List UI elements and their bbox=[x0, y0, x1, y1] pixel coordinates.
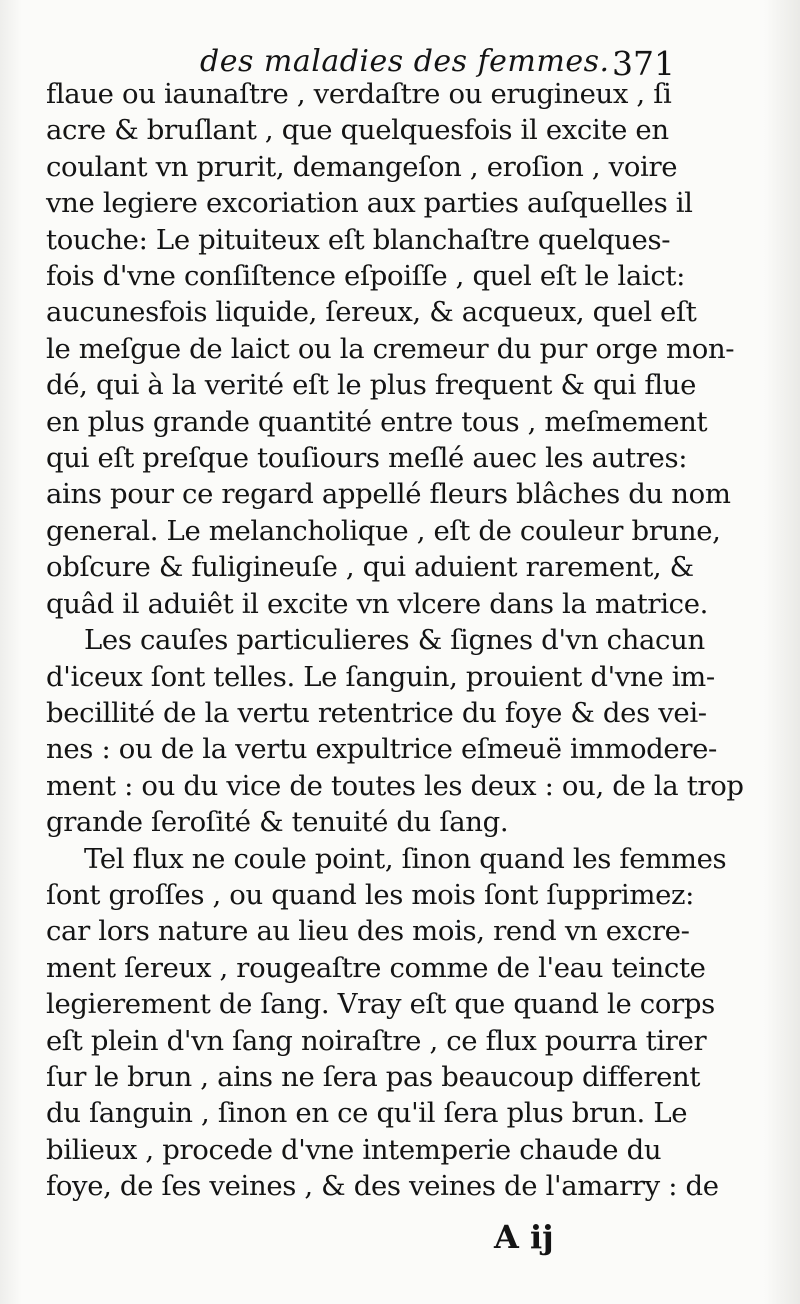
text-line: fois d'vne conſiſtence eſpoiſſe , quel eſt le laict: bbox=[46, 260, 686, 293]
text-line: eſt plein d'vn ſang noiraſtre , ce flux pourra tirer bbox=[46, 1024, 707, 1057]
text-line: foye, de ſes veines , & des veines de l'amarry : de bbox=[46, 1170, 719, 1203]
text-line: qui eſt preſque touſiours meſlé auec les autres: bbox=[46, 442, 688, 475]
text-line: en plus grande quantité entre tous , meſmement bbox=[46, 405, 708, 438]
text-line: grande ſeroſité & tenuité du ſang. bbox=[46, 806, 509, 839]
page-shadow-right bbox=[764, 0, 800, 1304]
running-title: des maladies des femmes. bbox=[200, 44, 610, 79]
text-line: ſur le brun , ains ne ſera pas beaucoup different bbox=[46, 1060, 701, 1093]
text-line: car lors nature au lieu des mois, rend vn excre- bbox=[46, 915, 690, 948]
text-line: ains pour ce regard appellé fleurs blâches du nom bbox=[46, 478, 731, 511]
text-line: ſont groſſes , ou quand les mois ſont ſupprimez: bbox=[46, 878, 695, 911]
text-line: dé, qui à la verité eſt le plus frequent & qui flue bbox=[46, 369, 696, 402]
text-line: general. Le melancholique , eſt de couleur brune, bbox=[46, 514, 721, 547]
text-line: ment ſereux , rougeaſtre comme de l'eau teincte bbox=[46, 951, 706, 984]
text-line: aucunesfois liquide, ſereux, & acqueux, quel eſt bbox=[46, 296, 697, 329]
text-line: vne legiere excoriation aux parties auſquelles il bbox=[46, 187, 693, 220]
text-line: flaue ou iaunaſtre , verdaſtre ou erugineux , ſi bbox=[46, 78, 672, 110]
text-line: le meſgue de laict ou la cremeur du pur orge mon- bbox=[46, 332, 735, 365]
text-line: quâd il aduiêt il excite vn vlcere dans la matrice. bbox=[46, 587, 709, 620]
text-line: legierement de ſang. Vray eſt que quand le corps bbox=[46, 988, 715, 1021]
text-line: becillité de la vertu retentrice du foye & des vei- bbox=[46, 696, 707, 729]
text-line: nes : ou de la vertu expultrice eſmeuë immodere- bbox=[46, 733, 717, 766]
text-line: obſcure & fuligineuſe , qui aduient rarement, & bbox=[46, 551, 694, 584]
page-number: 371 bbox=[612, 44, 675, 83]
body-text bbox=[46, 76, 744, 1205]
text-line: coulant vn prurit, demangeſon , eroſion , voire bbox=[46, 150, 678, 183]
text-line: du ſanguin , ſinon en ce qu'il ſera plus brun. Le bbox=[46, 1097, 688, 1130]
text-line: Tel flux ne coule point, ſinon quand les femmes bbox=[84, 842, 727, 875]
text-line: d'iceux ſont telles. Le ſanguin, prouient d'vne im- bbox=[46, 660, 715, 693]
text-line: ment : ou du vice de toutes les deux : ou, de la trop bbox=[46, 769, 744, 802]
text-line: acre & bruſlant , que quelquesfois il excite en bbox=[46, 114, 669, 147]
page-shadow-left bbox=[0, 0, 22, 1304]
text-line: bilieux , procede d'vne intemperie chaude du bbox=[46, 1133, 662, 1166]
text-line: Les cauſes particulieres & ſignes d'vn chacun bbox=[84, 624, 705, 657]
signature-mark: A ij bbox=[494, 1218, 554, 1256]
text-line: touche: Le pituiteux eſt blanchaſtre quelques- bbox=[46, 223, 671, 256]
